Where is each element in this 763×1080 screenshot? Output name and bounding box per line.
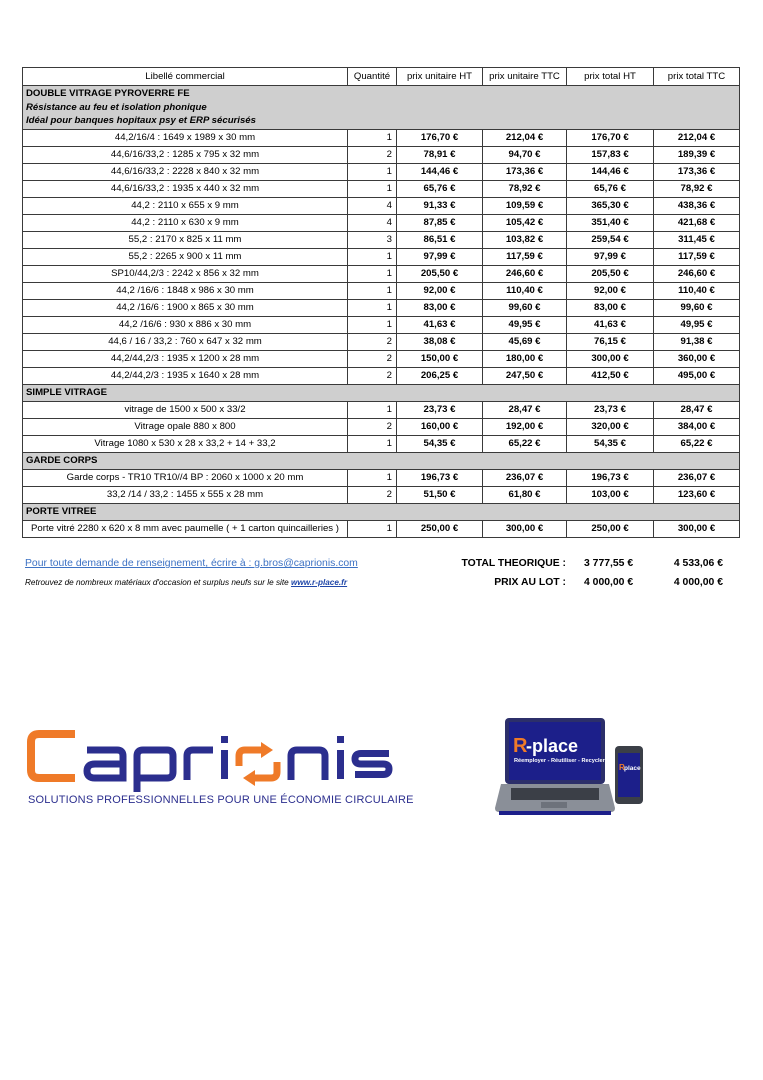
cell-prix-total-ht: 76,15 € bbox=[567, 334, 654, 351]
cell-libelle: vitrage de 1500 x 500 x 33/2 bbox=[23, 402, 348, 419]
section-header-cell bbox=[23, 453, 740, 470]
cell-quantite: 1 bbox=[348, 300, 397, 317]
section-subtitle: Idéal pour banques hopitaux psy et ERP sécurisés bbox=[26, 115, 256, 126]
cell-quantite: 2 bbox=[348, 419, 397, 436]
cell-prix-unitaire-ttc: 117,59 € bbox=[483, 249, 567, 266]
prix-au-lot-ht: 4 000,00 € bbox=[584, 577, 634, 588]
table-row bbox=[23, 198, 740, 215]
table-row bbox=[23, 317, 740, 334]
cell-prix-total-ht: 157,83 € bbox=[567, 147, 654, 164]
table-row bbox=[23, 419, 740, 436]
cell-prix-unitaire-ht: 38,08 € bbox=[397, 334, 483, 351]
table-header-row bbox=[23, 68, 740, 86]
retrouvez-text: Retrouvez de nombreux matériaux d'occasion et surplus neufs sur le site bbox=[25, 578, 291, 587]
section-header-row bbox=[23, 385, 740, 402]
cell-libelle: 33,2 /14 / 33,2 : 1455 x 555 x 28 mm bbox=[23, 487, 348, 504]
cell-prix-total-ttc: 99,60 € bbox=[654, 300, 740, 317]
prix-au-lot-row bbox=[440, 577, 740, 596]
cell-prix-total-ht: 41,63 € bbox=[567, 317, 654, 334]
cell-quantite: 1 bbox=[348, 164, 397, 181]
table-row bbox=[23, 470, 740, 487]
table-row bbox=[23, 232, 740, 249]
cell-quantite: 1 bbox=[348, 266, 397, 283]
cell-quantite: 1 bbox=[348, 249, 397, 266]
rplace-tagline-graphic: Réemployer - Réutiliser - Recycler bbox=[514, 758, 605, 764]
cell-prix-total-ttc: 212,04 € bbox=[654, 130, 740, 147]
table-row bbox=[23, 487, 740, 504]
cell-quantite: 2 bbox=[348, 351, 397, 368]
cell-libelle: 44,2/16/4 : 1649 x 1989 x 30 mm bbox=[23, 130, 348, 147]
total-theorique-ttc: 4 533,06 € bbox=[673, 558, 723, 569]
caprionis-tagline: SOLUTIONS PROFESSIONNELLES POUR UNE ÉCONOMIE CIRCULAIRE bbox=[28, 794, 414, 806]
cell-quantite: 4 bbox=[348, 198, 397, 215]
cell-quantite: 1 bbox=[348, 402, 397, 419]
cell-quantite: 2 bbox=[348, 368, 397, 385]
cell-prix-unitaire-ttc: 109,59 € bbox=[483, 198, 567, 215]
cell-libelle: 44,2 /16/6 : 1900 x 865 x 30 mm bbox=[23, 300, 348, 317]
table-row bbox=[23, 215, 740, 232]
cell-prix-total-ht: 97,99 € bbox=[567, 249, 654, 266]
cell-prix-unitaire-ttc: 300,00 € bbox=[483, 521, 567, 538]
cell-quantite: 3 bbox=[348, 232, 397, 249]
cell-prix-total-ht: 259,54 € bbox=[567, 232, 654, 249]
cell-libelle: 44,2/44,2/3 : 1935 x 1640 x 28 mm bbox=[23, 368, 348, 385]
header-prix-unitaire-ttc: prix unitaire TTC bbox=[483, 68, 567, 86]
cell-prix-total-ht: 83,00 € bbox=[567, 300, 654, 317]
table-row bbox=[23, 368, 740, 385]
cell-libelle: 55,2 : 2170 x 825 x 11 mm bbox=[23, 232, 348, 249]
cell-prix-total-ht: 65,76 € bbox=[567, 181, 654, 198]
cell-prix-unitaire-ttc: 180,00 € bbox=[483, 351, 567, 368]
cell-quantite: 1 bbox=[348, 130, 397, 147]
cell-prix-total-ttc: 123,60 € bbox=[654, 487, 740, 504]
cell-prix-unitaire-ttc: 28,47 € bbox=[483, 402, 567, 419]
cell-libelle: Porte vitré 2280 x 620 x 8 mm avec paumelle ( + 1 carton quincailleries ) bbox=[23, 521, 348, 538]
cell-quantite: 1 bbox=[348, 283, 397, 300]
cell-prix-unitaire-ttc: 94,70 € bbox=[483, 147, 567, 164]
cell-prix-unitaire-ht: 41,63 € bbox=[397, 317, 483, 334]
header-quantite: Quantité bbox=[348, 68, 397, 86]
cell-prix-total-ht: 23,73 € bbox=[567, 402, 654, 419]
section-header-cell bbox=[23, 86, 740, 130]
cell-prix-total-ttc: 246,60 € bbox=[654, 266, 740, 283]
cell-libelle: 44,2 : 2110 x 655 x 9 mm bbox=[23, 198, 348, 215]
cell-prix-unitaire-ht: 206,25 € bbox=[397, 368, 483, 385]
cell-libelle: 44,2 : 2110 x 630 x 9 mm bbox=[23, 215, 348, 232]
cell-prix-total-ht: 103,00 € bbox=[567, 487, 654, 504]
total-theorique-row bbox=[440, 558, 740, 577]
cell-prix-total-ht: 92,00 € bbox=[567, 283, 654, 300]
retrouvez-note bbox=[25, 578, 347, 587]
cell-prix-total-ht: 196,73 € bbox=[567, 470, 654, 487]
total-theorique-ht: 3 777,55 € bbox=[584, 558, 634, 569]
cell-libelle: 44,2 /16/6 : 1848 x 986 x 30 mm bbox=[23, 283, 348, 300]
cell-libelle: 55,2 : 2265 x 900 x 11 mm bbox=[23, 249, 348, 266]
cell-prix-unitaire-ht: 87,85 € bbox=[397, 215, 483, 232]
cell-prix-unitaire-ht: 150,00 € bbox=[397, 351, 483, 368]
section-subtitle: Résistance au feu et isolation phonique bbox=[26, 102, 207, 113]
cell-prix-total-ht: 351,40 € bbox=[567, 215, 654, 232]
cell-quantite: 1 bbox=[348, 470, 397, 487]
contact-email-link[interactable]: Pour toute demande de renseignement, écrire à : g.bros@caprionis.com bbox=[25, 558, 358, 569]
header-prix-unitaire-ht: prix unitaire HT bbox=[397, 68, 483, 86]
cell-prix-unitaire-ttc: 61,80 € bbox=[483, 487, 567, 504]
cell-libelle: Vitrage opale 880 x 800 bbox=[23, 419, 348, 436]
table-row bbox=[23, 266, 740, 283]
cell-prix-total-ht: 176,70 € bbox=[567, 130, 654, 147]
rplace-logo bbox=[495, 716, 645, 822]
cell-prix-unitaire-ttc: 103,82 € bbox=[483, 232, 567, 249]
totals-block bbox=[440, 558, 740, 596]
header-prix-total-ht: prix total HT bbox=[567, 68, 654, 86]
cell-prix-total-ht: 320,00 € bbox=[567, 419, 654, 436]
cell-libelle: 44,6 / 16 / 33,2 : 760 x 647 x 32 mm bbox=[23, 334, 348, 351]
cell-prix-total-ht: 300,00 € bbox=[567, 351, 654, 368]
header-libelle: Libellé commercial bbox=[23, 68, 348, 86]
cell-prix-total-ht: 365,30 € bbox=[567, 198, 654, 215]
table-row bbox=[23, 164, 740, 181]
cell-prix-total-ht: 144,46 € bbox=[567, 164, 654, 181]
cell-prix-unitaire-ttc: 78,92 € bbox=[483, 181, 567, 198]
section-title: DOUBLE VITRAGE PYROVERRE FE bbox=[26, 88, 190, 99]
cell-prix-total-ttc: 311,45 € bbox=[654, 232, 740, 249]
caprionis-logo bbox=[25, 722, 414, 812]
cell-prix-total-ht: 250,00 € bbox=[567, 521, 654, 538]
cell-prix-unitaire-ttc: 105,42 € bbox=[483, 215, 567, 232]
cell-prix-unitaire-ht: 144,46 € bbox=[397, 164, 483, 181]
svg-text:-place: -place bbox=[526, 736, 579, 756]
cell-libelle: 44,6/16/33,2 : 1935 x 440 x 32 mm bbox=[23, 181, 348, 198]
cell-prix-unitaire-ttc: 49,95 € bbox=[483, 317, 567, 334]
table-row bbox=[23, 334, 740, 351]
cell-libelle: Vitrage 1080 x 530 x 28 x 33,2 + 14 + 33,2 bbox=[23, 436, 348, 453]
cell-prix-total-ht: 54,35 € bbox=[567, 436, 654, 453]
cell-libelle: 44,2/44,2/3 : 1935 x 1200 x 28 mm bbox=[23, 351, 348, 368]
table-row bbox=[23, 521, 740, 538]
header-prix-total-ttc: prix total TTC bbox=[654, 68, 740, 86]
svg-text:R: R bbox=[619, 763, 625, 772]
cell-prix-total-ttc: 91,38 € bbox=[654, 334, 740, 351]
caprionis-wordmark-icon bbox=[25, 722, 395, 792]
cell-prix-total-ttc: 78,92 € bbox=[654, 181, 740, 198]
cell-quantite: 1 bbox=[348, 436, 397, 453]
cell-prix-unitaire-ht: 54,35 € bbox=[397, 436, 483, 453]
table-row bbox=[23, 300, 740, 317]
cell-prix-unitaire-ht: 97,99 € bbox=[397, 249, 483, 266]
total-theorique-label: TOTAL THEORIQUE : bbox=[461, 558, 566, 569]
cell-prix-unitaire-ht: 176,70 € bbox=[397, 130, 483, 147]
cell-prix-unitaire-ht: 23,73 € bbox=[397, 402, 483, 419]
table-row bbox=[23, 181, 740, 198]
rplace-website-link[interactable]: www.r-place.fr bbox=[290, 578, 348, 587]
cell-quantite: 1 bbox=[348, 181, 397, 198]
table-row bbox=[23, 436, 740, 453]
cell-prix-unitaire-ttc: 173,36 € bbox=[483, 164, 567, 181]
cell-prix-total-ttc: 110,40 € bbox=[654, 283, 740, 300]
cell-prix-total-ttc: 300,00 € bbox=[654, 521, 740, 538]
cell-quantite: 1 bbox=[348, 317, 397, 334]
cell-prix-unitaire-ht: 91,33 € bbox=[397, 198, 483, 215]
cell-prix-total-ht: 205,50 € bbox=[567, 266, 654, 283]
cell-libelle: 44,2 /16/6 : 930 x 886 x 30 mm bbox=[23, 317, 348, 334]
cell-prix-total-ttc: 189,39 € bbox=[654, 147, 740, 164]
cell-prix-unitaire-ht: 160,00 € bbox=[397, 419, 483, 436]
section-header-row bbox=[23, 504, 740, 521]
table-row bbox=[23, 402, 740, 419]
table-row bbox=[23, 249, 740, 266]
prix-au-lot-label: PRIX AU LOT : bbox=[494, 577, 566, 588]
section-title: SIMPLE VITRAGE bbox=[26, 387, 108, 398]
cell-prix-unitaire-ttc: 246,60 € bbox=[483, 266, 567, 283]
section-title: GARDE CORPS bbox=[26, 455, 98, 466]
cell-libelle: Garde corps - TR10 TR10//4 BP : 2060 x 1000 x 20 mm bbox=[23, 470, 348, 487]
cell-prix-unitaire-ht: 65,76 € bbox=[397, 181, 483, 198]
table-row bbox=[23, 283, 740, 300]
section-header-row bbox=[23, 86, 740, 130]
cell-prix-total-ttc: 49,95 € bbox=[654, 317, 740, 334]
section-header-cell bbox=[23, 504, 740, 521]
cell-prix-total-ttc: 236,07 € bbox=[654, 470, 740, 487]
rplace-laptop-phone-icon bbox=[495, 716, 645, 822]
quote-table bbox=[22, 67, 740, 538]
cell-prix-unitaire-ht: 205,50 € bbox=[397, 266, 483, 283]
cell-prix-unitaire-ttc: 247,50 € bbox=[483, 368, 567, 385]
cell-prix-unitaire-ttc: 99,60 € bbox=[483, 300, 567, 317]
svg-text:place: place bbox=[624, 765, 641, 772]
cell-prix-total-ttc: 65,22 € bbox=[654, 436, 740, 453]
cell-prix-total-ht: 412,50 € bbox=[567, 368, 654, 385]
cell-prix-total-ttc: 360,00 € bbox=[654, 351, 740, 368]
cell-prix-unitaire-ht: 92,00 € bbox=[397, 283, 483, 300]
cell-prix-total-ttc: 117,59 € bbox=[654, 249, 740, 266]
cell-libelle: 44,6/16/33,2 : 1285 x 795 x 32 mm bbox=[23, 147, 348, 164]
section-header-row bbox=[23, 453, 740, 470]
cell-prix-total-ttc: 173,36 € bbox=[654, 164, 740, 181]
cell-prix-unitaire-ttc: 192,00 € bbox=[483, 419, 567, 436]
cell-quantite: 1 bbox=[348, 521, 397, 538]
cell-libelle: SP10/44,2/3 : 2242 x 856 x 32 mm bbox=[23, 266, 348, 283]
cell-prix-total-ttc: 384,00 € bbox=[654, 419, 740, 436]
cell-prix-total-ttc: 28,47 € bbox=[654, 402, 740, 419]
cell-prix-unitaire-ttc: 212,04 € bbox=[483, 130, 567, 147]
cell-quantite: 2 bbox=[348, 334, 397, 351]
cell-prix-unitaire-ht: 86,51 € bbox=[397, 232, 483, 249]
cell-prix-unitaire-ht: 250,00 € bbox=[397, 521, 483, 538]
cell-prix-unitaire-ttc: 236,07 € bbox=[483, 470, 567, 487]
cell-quantite: 2 bbox=[348, 487, 397, 504]
cell-prix-total-ttc: 438,36 € bbox=[654, 198, 740, 215]
cell-prix-total-ttc: 421,68 € bbox=[654, 215, 740, 232]
cell-prix-unitaire-ht: 51,50 € bbox=[397, 487, 483, 504]
table-row bbox=[23, 351, 740, 368]
section-title: PORTE VITREE bbox=[26, 506, 97, 517]
table-body bbox=[23, 86, 740, 538]
cell-libelle: 44,6/16/33,2 : 2228 x 840 x 32 mm bbox=[23, 164, 348, 181]
cell-prix-unitaire-ttc: 110,40 € bbox=[483, 283, 567, 300]
section-header-cell bbox=[23, 385, 740, 402]
cell-prix-unitaire-ttc: 45,69 € bbox=[483, 334, 567, 351]
cell-quantite: 4 bbox=[348, 215, 397, 232]
table-row bbox=[23, 130, 740, 147]
cell-prix-unitaire-ttc: 65,22 € bbox=[483, 436, 567, 453]
cell-prix-unitaire-ht: 83,00 € bbox=[397, 300, 483, 317]
svg-text:R: R bbox=[513, 735, 528, 757]
cell-prix-unitaire-ht: 196,73 € bbox=[397, 470, 483, 487]
cell-prix-total-ttc: 495,00 € bbox=[654, 368, 740, 385]
table-row bbox=[23, 147, 740, 164]
cell-quantite: 2 bbox=[348, 147, 397, 164]
prix-au-lot-ttc: 4 000,00 € bbox=[673, 577, 723, 588]
cell-prix-unitaire-ht: 78,91 € bbox=[397, 147, 483, 164]
